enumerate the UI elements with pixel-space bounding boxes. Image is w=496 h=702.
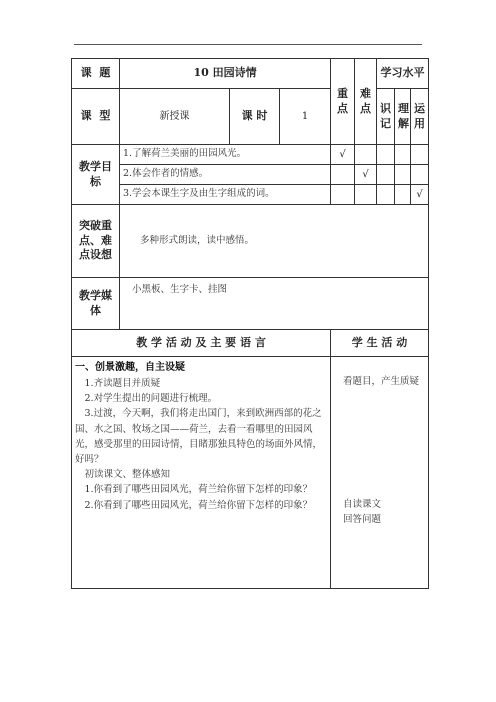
key-point-header [331, 59, 355, 145]
student-line: 看题目，产生质疑 [343, 376, 420, 387]
goal-apply-mark: √ [411, 185, 429, 205]
goal-recognize-mark [377, 145, 395, 165]
recognize-header: 识记 [377, 89, 395, 145]
goal-apply-mark [411, 145, 429, 165]
key-point-label: 重点 [337, 86, 349, 115]
goal-key-mark: √ [331, 145, 355, 165]
goal-key-mark [331, 165, 355, 185]
understand-header: 理解 [395, 89, 411, 145]
activity-line: 1.你看到了哪些田园风光，荷兰给你留下怎样的印象？ [84, 484, 313, 496]
goal-understand-mark [395, 165, 411, 185]
difficulty-header [355, 59, 377, 145]
course-label: 课 题 [72, 59, 120, 89]
difficulty-label: 难点 [360, 86, 372, 115]
activity-line: 1.齐读题目并质疑 [84, 378, 161, 389]
goal-difficult-mark [355, 185, 377, 205]
media-label: 教学媒体 [72, 278, 120, 330]
student-activity-body [331, 357, 429, 589]
level-header: 学习水平 [377, 59, 429, 89]
header-rule [74, 44, 422, 45]
activity-line: 2.你看到了哪些田园风光，荷兰给你留下怎样的印象？ [84, 499, 313, 511]
goal-difficult-mark: √ [355, 165, 377, 185]
section-heading: 一、创景激趣，自主设疑 [75, 362, 185, 373]
hours-value: 1 [280, 89, 331, 145]
student-line: 自读课文 [343, 499, 382, 511]
goal-key-mark [331, 185, 355, 205]
student-line: 回答问题 [343, 514, 382, 526]
goal-item: 2.体会作者的情感。 [120, 165, 331, 185]
goals-label: 教学目标 [72, 145, 120, 205]
goal-recognize-mark [377, 165, 395, 185]
activity-line: 3.过渡，今天啊，我们将走出国门，来到欧洲西部的花之国、水之国、牧场之国——荷兰，去看一看哪里的田园风光，感受那里的田园诗情，目睹那独具特色的场面外风情，好吗？ [75, 408, 323, 465]
activity-line: 2.对学生提出的问题进行梳理。 [84, 393, 218, 405]
media-text: 小黑板、生字卡、挂图 [120, 278, 429, 330]
goal-item: 1.了解荷兰美丽的田园风光。 [120, 145, 331, 165]
course-title: 10 田园诗情 [120, 59, 331, 89]
teacher-activity-body [72, 357, 331, 589]
hours-label: 课 时 [230, 89, 280, 145]
type-label: 课 型 [72, 89, 120, 145]
goal-apply-mark [411, 165, 429, 185]
breakthrough-label: 突破重点、难点设想 [72, 205, 120, 278]
goal-recognize-mark [377, 185, 395, 205]
goal-understand-mark [395, 185, 411, 205]
type-value: 新授课 [120, 89, 230, 145]
goal-understand-mark [395, 145, 411, 165]
activity-line: 初读课文、整体感知 [84, 469, 171, 481]
goal-item: 3.学会本课生字及由生字组成的词。 [120, 185, 331, 205]
breakthrough-text: 多种形式朗读，读中感悟。 [120, 205, 429, 278]
apply-header: 运用 [411, 89, 429, 145]
goal-difficult-mark [355, 145, 377, 165]
lesson-plan-table [71, 58, 429, 589]
teacher-activity-header: 教 学 活 动 及 主 要 语 言 [72, 330, 331, 357]
student-activity-header: 学 生 活 动 [331, 330, 429, 357]
